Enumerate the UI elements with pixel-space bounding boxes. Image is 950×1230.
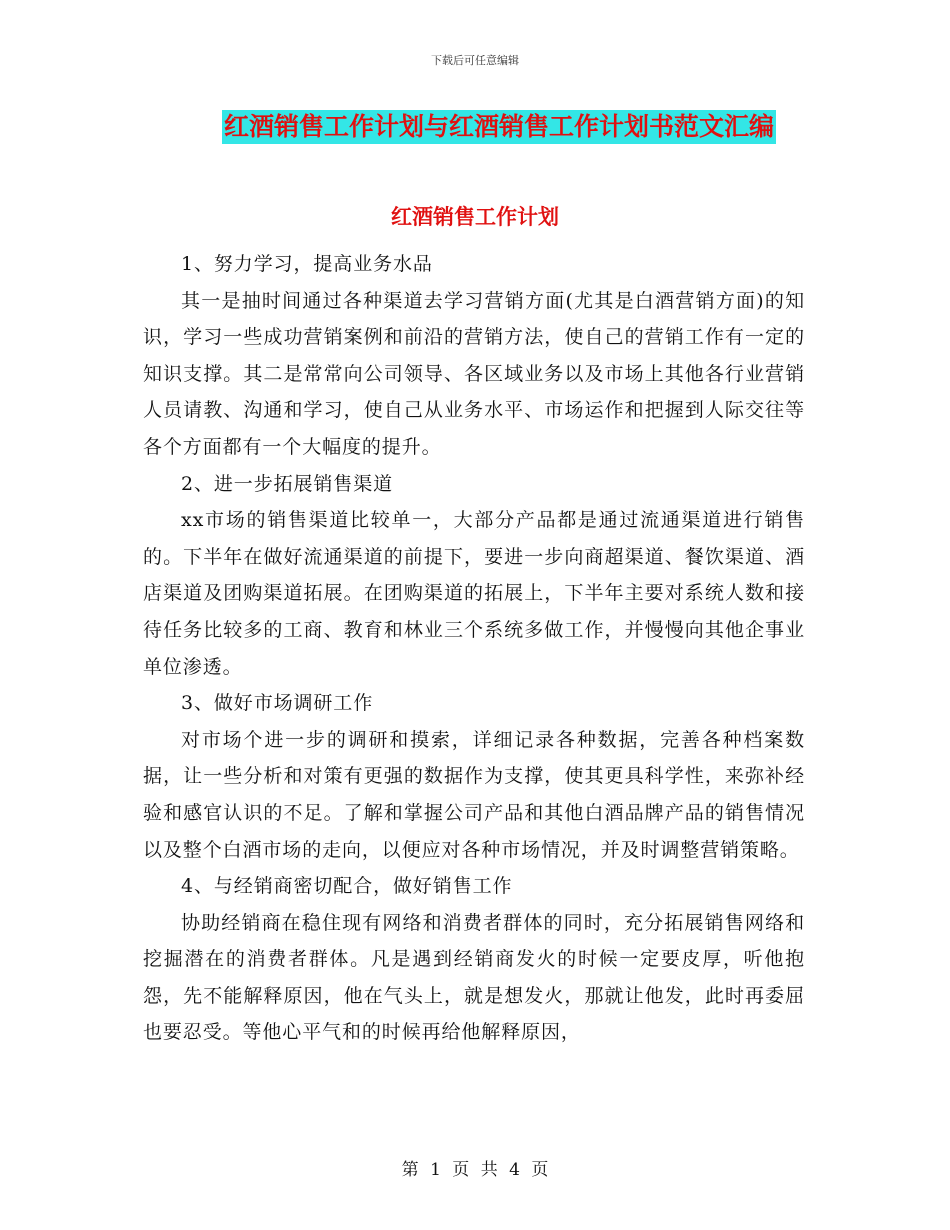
document-title: 红酒销售工作计划与红酒销售工作计划书范文汇编 xyxy=(222,110,776,144)
paragraph-2: xx市场的销售渠道比较单一，大部分产品都是通过流通渠道进行销售的。下半年在做好流通渠道的前提下，要进一步向商超渠道、餐饮渠道、酒店渠道及团购渠道拓展。在团购渠道的拓展上，下半年主要对系统人数和接待任务比较多的工商、教育和林业三个系统多做工作，并慢慢向其他企事业单位渗透。 xyxy=(143,509,805,678)
page-header-note: 下载后可任意编辑 xyxy=(431,54,519,67)
section-title: 红酒销售工作计划 xyxy=(391,205,559,229)
item-heading-1: 1、努力学习，提高业务水品 xyxy=(181,253,433,275)
item-heading-2: 2、进一步拓展销售渠道 xyxy=(181,472,393,495)
item-heading-4: 4、与经销商密切配合，做好销售工作 xyxy=(181,875,513,898)
paragraph-3: 对市场个进一步的调研和摸索，详细记录各种数据，完善各种档案数据，让一些分析和对策有更强的数据作为支撑，使其更具科学性，来弥补经验和感官认识的不足。了解和掌握公司产品和其他白酒品牌产品的销售情况以及整个白酒市场的走向，以便应对各种市场情况，并及时调整营销策略。 xyxy=(143,728,805,861)
item-heading-3: 3、做好市场调研工作 xyxy=(181,692,374,715)
paragraph-1: 其一是抽时间通过各种渠道去学习营销方面(尤其是白酒营销方面)的知识，学习一些成功营销案例和前沿的营销方法，使自己的营销工作有一定的知识支撑。其二是常常向公司领导、各区域业务以及市场上其他各行业营销人员请教、沟通和学习，使自己从业务水平、市场运作和把握到人际交往等各个方面都有一个大幅度的提升。 xyxy=(143,289,805,458)
paragraph-4: 协助经销商在稳住现有网络和消费者群体的同时，充分拓展销售网络和挖掘潜在的消费者群体。凡是遇到经销商发火的时候一定要皮厚，听他抱怨，先不能解释原因，他在气头上，就是想发火，那就让他发，此时再委屈也要忍受。等他心平气和的时候再给他解释原因， xyxy=(143,911,805,1044)
document-body xyxy=(143,246,805,1051)
page-number: 第 1 页 共 4 页 xyxy=(401,1160,549,1180)
document-title-container xyxy=(0,110,950,144)
